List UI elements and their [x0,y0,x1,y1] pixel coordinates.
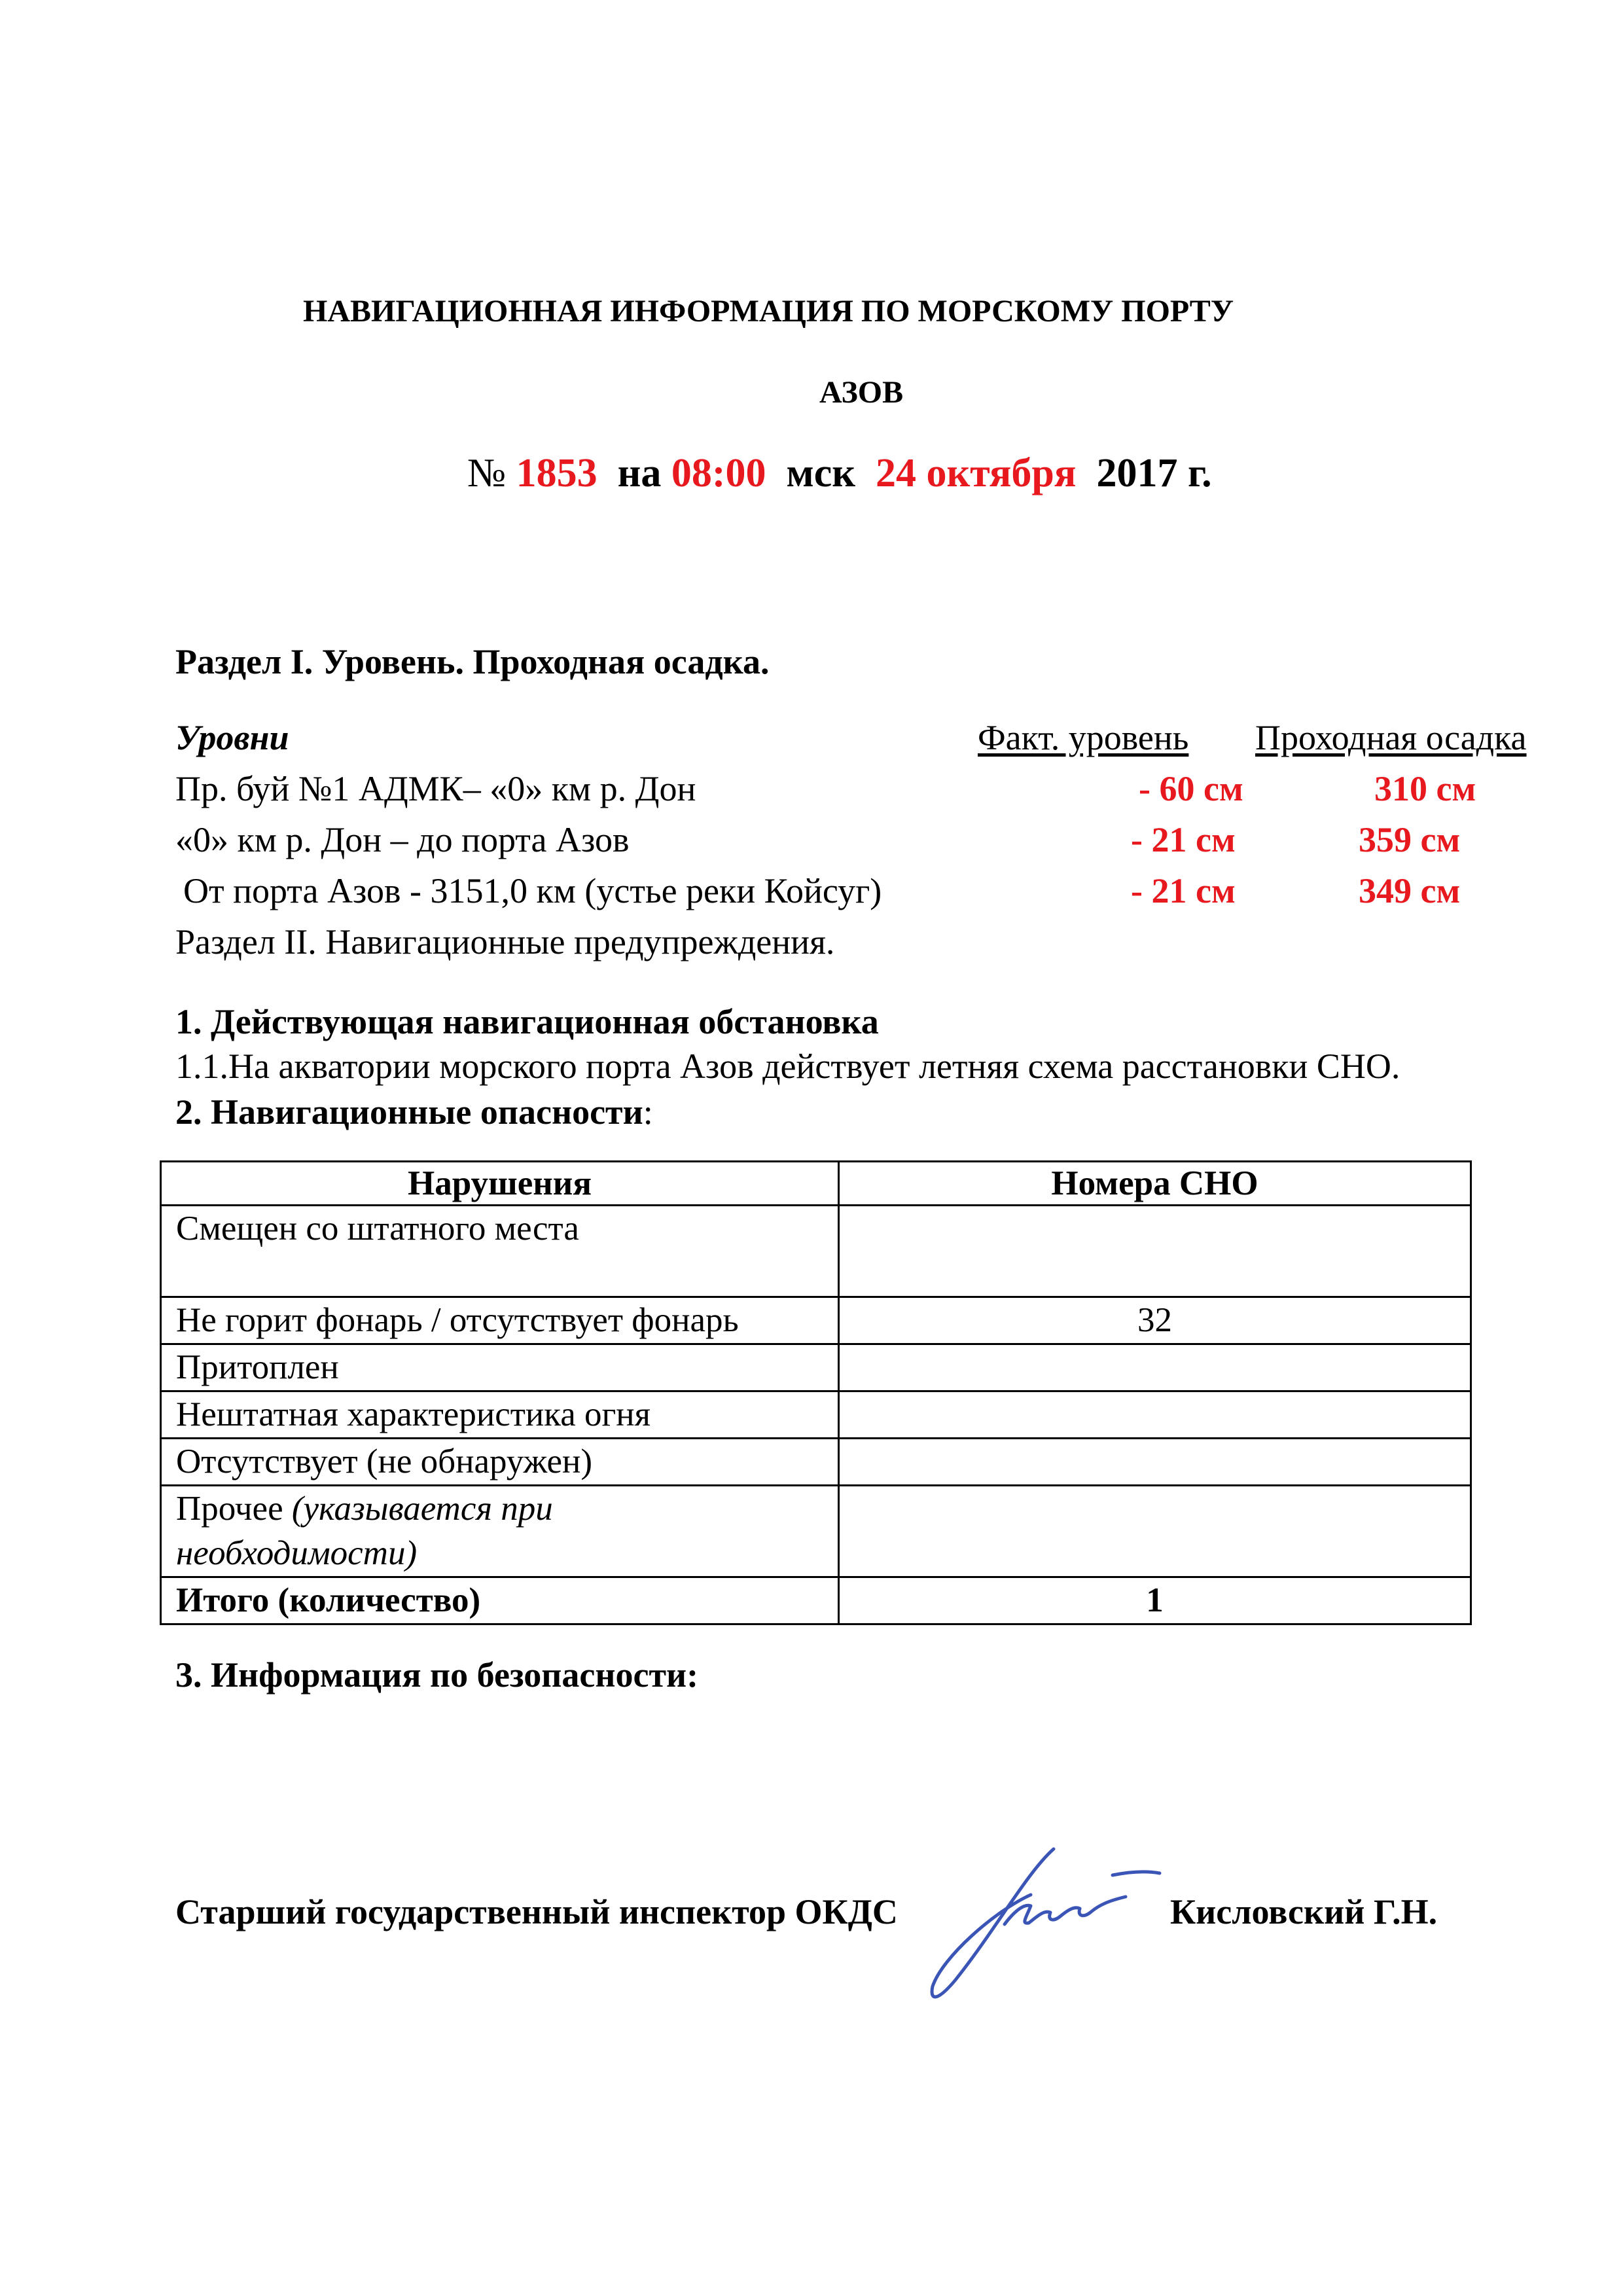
hazards-heading [175,1092,653,1132]
aid-number-cell [839,1391,1471,1439]
issue-time: 08:00 [671,451,766,495]
draft-column-header: Проходная осадка [1255,718,1527,757]
level-row-fact: - 21 см [1131,871,1236,910]
table-row [161,1206,1471,1297]
total-value: 1 [839,1577,1471,1624]
table-row [161,1391,1471,1439]
table-row [161,1344,1471,1391]
at-label: на [617,451,662,495]
fact-level-column-header: Факт. уровень [978,718,1189,757]
section1-heading: Раздел I. Уровень. Проходная осадка. [175,642,770,681]
signatory-name: Кисловский Г.Н. [1170,1892,1438,1931]
signatory-position: Старший государственный инспектор ОКДС [175,1892,898,1931]
other-violation-label [161,1486,839,1577]
hazards-heading-text: 2. Навигационные опасности [175,1092,643,1132]
issue-year: 2017 г. [1096,451,1212,495]
total-label: Итого (количество) [161,1577,839,1624]
signature-strokes [932,1849,1160,1997]
level-row-fact: - 21 см [1131,820,1236,859]
table-row [161,1439,1471,1486]
level-row-draft: 359 см [1359,820,1461,859]
issue-number: 1853 [516,451,597,495]
other-label: Прочее [176,1490,292,1528]
current-situation-text: 1.1.На акватории морского порта Азов действует летняя схема расстановки СНО. [175,1047,1400,1086]
table-header-row [161,1162,1471,1206]
level-row-label: «0» км р. Дон – до порта Азов [175,820,630,859]
current-situation-heading: 1. Действующая навигационная обстановка [175,1002,879,1041]
other-note-line2: необходимости) [176,1534,418,1572]
aid-number-cell [839,1206,1471,1297]
level-row-fact: - 60 см [1139,769,1243,808]
aid-number-cell: 32 [839,1297,1471,1344]
violations-header: Нарушения [161,1162,839,1206]
table-total-row [161,1577,1471,1624]
document-title: НАВИГАЦИОННАЯ ИНФОРМАЦИЯ ПО МОРСКОМУ ПОРТУ [303,294,1234,329]
aid-number-cell [839,1486,1471,1577]
violation-label: Смещен со штатного места [161,1206,839,1297]
violation-label: Отсутствует (не обнаружен) [161,1439,839,1486]
aid-numbers-header: Номера СНО [839,1162,1471,1206]
issue-date: 24 октября [876,451,1077,495]
aid-number-cell [839,1344,1471,1391]
level-row-label: От порта Азов - 3151,0 км (устье реки Койсуг) [183,871,882,910]
levels-column-header: Уровни [175,718,289,757]
handwritten-signature [916,1833,1165,2009]
other-note: (указывается при [291,1490,553,1528]
violation-label: Не горит фонарь / отсутствует фонарь [161,1297,839,1344]
hazards-table [160,1160,1472,1625]
level-row-label: Пр. буй №1 АДМК– «0» км р. Дон [175,769,696,808]
hazards-heading-colon: : [643,1092,653,1132]
port-name: АЗОВ [819,375,904,410]
number-sign: № [467,451,507,495]
table-row [161,1297,1471,1344]
level-row-draft: 349 см [1359,871,1461,910]
table-row-other [161,1486,1471,1577]
violation-label: Нештатная характеристика огня [161,1391,839,1439]
violation-label: Притоплен [161,1344,839,1391]
issue-line [467,450,1212,497]
level-row-draft: 310 см [1374,769,1476,808]
safety-info-heading: 3. Информация по безопасности: [175,1655,699,1695]
timezone: мск [786,451,856,495]
section2-heading: Раздел II. Навигационные предупреждения. [175,922,835,961]
aid-number-cell [839,1439,1471,1486]
